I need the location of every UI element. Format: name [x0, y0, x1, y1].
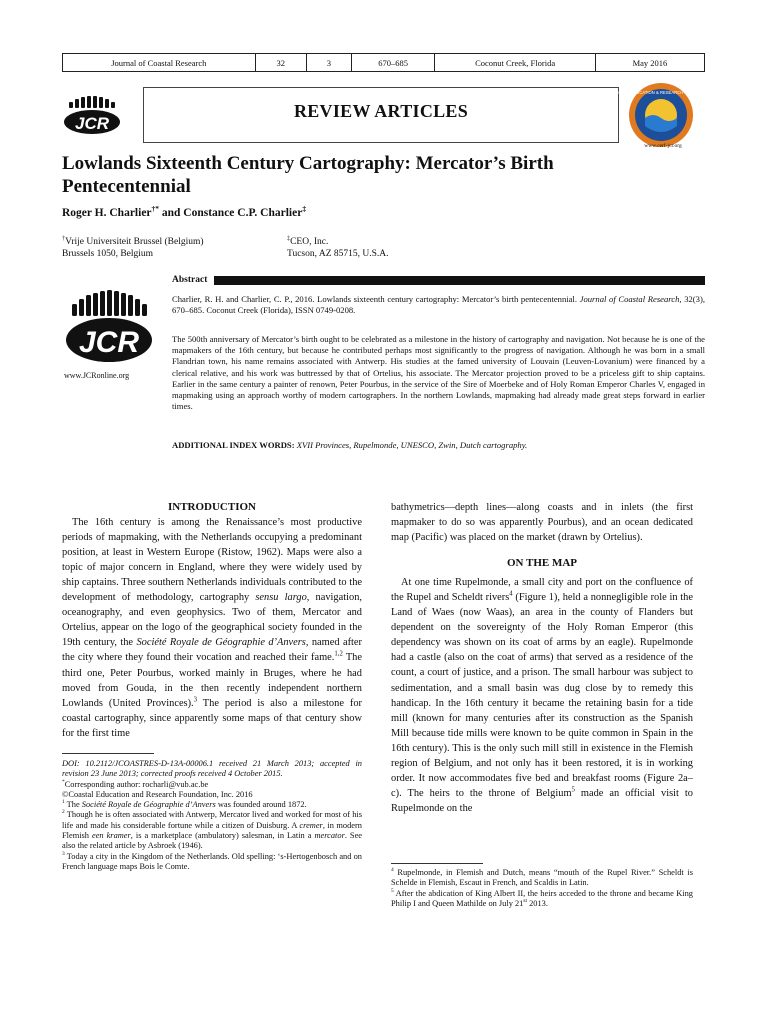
header-journal: Journal of Coastal Research: [63, 54, 256, 72]
abstract-citation: [172, 294, 705, 316]
affil2-mark: ‡: [287, 235, 291, 242]
author1-marks: †*: [151, 204, 159, 214]
intro-text-c: , named after the city where they found their vocation and reached their fame.: [62, 637, 362, 664]
right-footnote-rule: [391, 863, 483, 864]
map-sup-1: 4: [509, 590, 513, 598]
jcr-logo-large: [65, 290, 153, 366]
heading-on-the-map: ON THE MAP: [506, 557, 578, 570]
abstract-label: Abstract: [172, 275, 208, 285]
right-paragraph-0: bathymetrics—depth lines—along coasts and in inlets (the first mapmaker to do so was apparently Pourbus), and an ocean dedicated map (Pacific) was placed on the market (drawn by Ortelius).: [391, 502, 693, 544]
keywords: [172, 440, 705, 450]
author2-marks: ‡: [302, 204, 307, 214]
footnote-5-a: After the abdication of King Albert II, the heirs acceded to the throne and became King Philip I and Queen Mathilde on July 21: [391, 888, 693, 908]
footnote-3-text: Today a city in the Kingdom of the Netherlands. Old spelling: ‘s-Hertogenbosch and on French language maps Bois le Comte.: [62, 851, 362, 871]
left-footnotes: [62, 759, 362, 872]
author1: Roger H. Charlier: [62, 207, 152, 219]
article-title: [62, 152, 702, 198]
copyright-note: ©Coastal Education and Research Foundation, Inc. 2016: [62, 789, 253, 799]
citation-b: 32(3), 670–685. Coconut Creek (Florida), ISSN 0749-0208.: [172, 294, 705, 316]
corresponding-author: Corresponding author: rocharli@vub.ac.be: [64, 779, 209, 789]
jcr-logo-small: [63, 96, 121, 136]
abstract-body-text: The 500th anniversary of Mercator’s birth ought to be celebrated as a milestone in the history of cartography and navigation. Not because he is one of the mapmakers of the 16th century, but because he contributed perhaps most significantly to the progress of navigation. Although he was born in a small Flandrian town, his name remains associated with Antwerp. His studies at the famed university of Louvain (Leuven-Lovanium) were financed by a clerical relative, and his work was buttressed by that of Ortelius, his associate. The Mercator projection proved to be a priceless gift to ship captains. Earlier in the same century a painter of renown, Peter Pourbus, in the service of the Sire of Moerbeke and of Holy Roman Emperor Charles V, engaged in mapmaking using an approach worthy of modern cartographers. In the northern Lowlands, mapmaking had already made great steps forward in earlier times.: [172, 334, 705, 412]
authors-and: and: [159, 207, 184, 219]
footnote-2-italic-3: mercator: [314, 831, 345, 841]
affiliation-2: [287, 236, 389, 260]
citation-journal: Journal of Coastal Research,: [579, 294, 682, 304]
heading-introduction: INTRODUCTION: [167, 501, 256, 513]
footnote-1-a: The: [64, 800, 82, 810]
jcr-logo-small-text: JCR: [74, 114, 110, 133]
authors: [62, 204, 307, 219]
intro-text-b: , navigation, oceanography, and even geophysics. Two of them, Mercator and Ortelius, appear on the logo of the geographical society founded in the 19th century, the: [62, 592, 362, 649]
intro-paragraph: [62, 515, 362, 741]
map-text-a: At one time Rupelmonde, a small city and port on the confluence of the Rupel and Scheldt rivers: [391, 577, 693, 604]
footnote-2-a: Though he is often associated with Antwerp, Mercator lived and worked for most of his life and made his considerable fortune while a citizen of Duisburg. A: [62, 810, 362, 830]
footnote-2-d: . See also the related article by Asbroek (1946).: [62, 831, 363, 851]
header-pages: 670–685: [351, 54, 434, 72]
footnote-1-mark: 1: [62, 799, 65, 806]
footnote-3-mark: 3: [62, 850, 65, 857]
map-text-b: (Figure 1), held a nonnegligible role in the Land of Waes (now Waas), an area in the county of Flanders but dependent on the sovereignty of the Holy Roman Emperor (this dependency was shown on its coat of arms by an eagle). Rupelmonde had a castle (also on the coat of arms) that served as a residence of the count, a court of justice, and a prison. The small harbour was subject to sedimentation, and a small basin was dug close by to remedy this handicap. In the 16th century it became the retaining basin for a tide mill (known for many centuries after its construction as the Spanish Mill because tide mills were known to be quite common in Spain in the 16th century). This is the only such mill still in existence in the Flemish region of Belgium, and not only has it been restored, it is in working order. It now accommodates five bed and breakfast rooms (Figure 2a–c). The heirs to the throne of Belgium: [391, 592, 693, 799]
right-column: [391, 500, 693, 816]
intro-italic-1: sensu largo: [255, 592, 307, 604]
footnote-2-italic-1: cremer: [299, 820, 323, 830]
footnote-2-c: , is a marketplace (ambulatory) salesman, in Latin a: [130, 831, 315, 841]
abstract-body: [172, 334, 705, 412]
footnote-5-sup: st: [523, 898, 527, 905]
jcr-logo-large-text: JCR: [78, 326, 140, 359]
intro-italic-2: Société Royale de Géographie d’Anvers: [136, 637, 306, 649]
header-date: May 2016: [595, 54, 704, 72]
section-title: REVIEW ARTICLES: [293, 101, 469, 121]
footnote-2-italic-2: een kramer: [91, 831, 131, 841]
affiliation-1: [62, 236, 204, 260]
left-column: [62, 500, 362, 741]
footnote-2-b: , in modern Flemish: [62, 820, 362, 841]
article-title-line2: Pentecentennial: [62, 176, 191, 197]
affil2-line2: Tucson, AZ 85715, U.S.A.: [287, 249, 389, 259]
intro-text-d: The third one, Peter Pourbus, worked mainly in Bruges, where he had moved from Gouda, in the then recently independent northern Lowlands (United Provinces).: [62, 652, 362, 709]
right-footnotes: [391, 868, 693, 909]
map-paragraph: [391, 575, 693, 816]
keywords-text: XVII Provinces, Rupelmonde, UNESCO, Zwin, Dutch cartography.: [294, 440, 528, 450]
footnote-5-b: 2013.: [527, 898, 548, 908]
affil1-mark: †: [62, 235, 66, 242]
footnote-4-mark: 4: [391, 867, 394, 874]
intro-text-a: The 16th century is among the Renaissance’s most productive periods of mapmaking, with the Netherlands occupying a predominant position, at least in Western Europe (Ristow, 1962). Maps were also a topic of major concern in England, where they were widely used by ship captains. Three southern Netherlands individuals contributed to the development of methodology, cartography: [62, 517, 362, 604]
affil1-line2: Brussels 1050, Belgium: [62, 249, 154, 259]
footnote-5-mark: 5: [391, 887, 394, 894]
left-footnote-rule: [62, 753, 154, 754]
cerf-badge-text: COASTAL EDUCATION & RESEARCH FOUNDATION: [610, 90, 712, 95]
map-text-c: made an official visit to Rupelmonde on the: [391, 787, 693, 814]
affil2-line1: CEO, Inc.: [290, 237, 329, 247]
article-title-line1: Lowlands Sixteenth Century Cartography: Mercator’s Birth: [62, 153, 554, 174]
footnote-1-italic: Société Royale de Géographie d’Anvers: [81, 800, 216, 810]
footnote-1-b: was founded around 1872.: [215, 800, 307, 810]
corr-mark: *: [62, 778, 65, 785]
keywords-label: ADDITIONAL INDEX WORDS:: [172, 440, 295, 450]
intro-sup-2: 3: [193, 696, 198, 704]
header-volume: 32: [255, 54, 306, 72]
cerf-badge-logo: [610, 82, 712, 148]
header-issue: 3: [306, 54, 351, 72]
map-sup-2: 5: [571, 786, 575, 794]
citation-a: Charlier, R. H. and Charlier, C. P., 2016. Lowlands sixteenth century cartography: Mercator’s birth pentecentennial.: [172, 294, 577, 304]
header-location: Coconut Creek, Florida: [435, 54, 596, 72]
cerf-url: www.cerf-jcr.org: [644, 143, 682, 149]
journal-header-table: [62, 53, 705, 72]
section-box: [143, 87, 619, 143]
footnote-4-text: Rupelmonde, in Flemish and Dutch, means “mouth of the Rupel River.” Scheldt is Schelde in Flemish, Escaut in French, and Scaldis in Latin.: [391, 868, 693, 888]
intro-text-e: The period is also a milestone for coastal cartography, since apparently some maps of that century show for the first time: [62, 697, 363, 739]
jcr-url: www.JCRonline.org: [64, 371, 130, 380]
footnote-2-mark: 2: [62, 809, 65, 816]
doi-note: DOI: 10.2112/JCOASTRES-D-13A-00006.1 received 21 March 2013; accepted in revision 23 June 2013; corrected proofs received 4 October 2015.: [62, 759, 362, 779]
author2: Constance C.P. Charlier: [183, 207, 303, 219]
abstract-rule: [214, 276, 705, 285]
affil1-line1: Vrije Universiteit Brussel (Belgium): [65, 237, 204, 247]
intro-sup-1: 1,2: [334, 651, 343, 658]
